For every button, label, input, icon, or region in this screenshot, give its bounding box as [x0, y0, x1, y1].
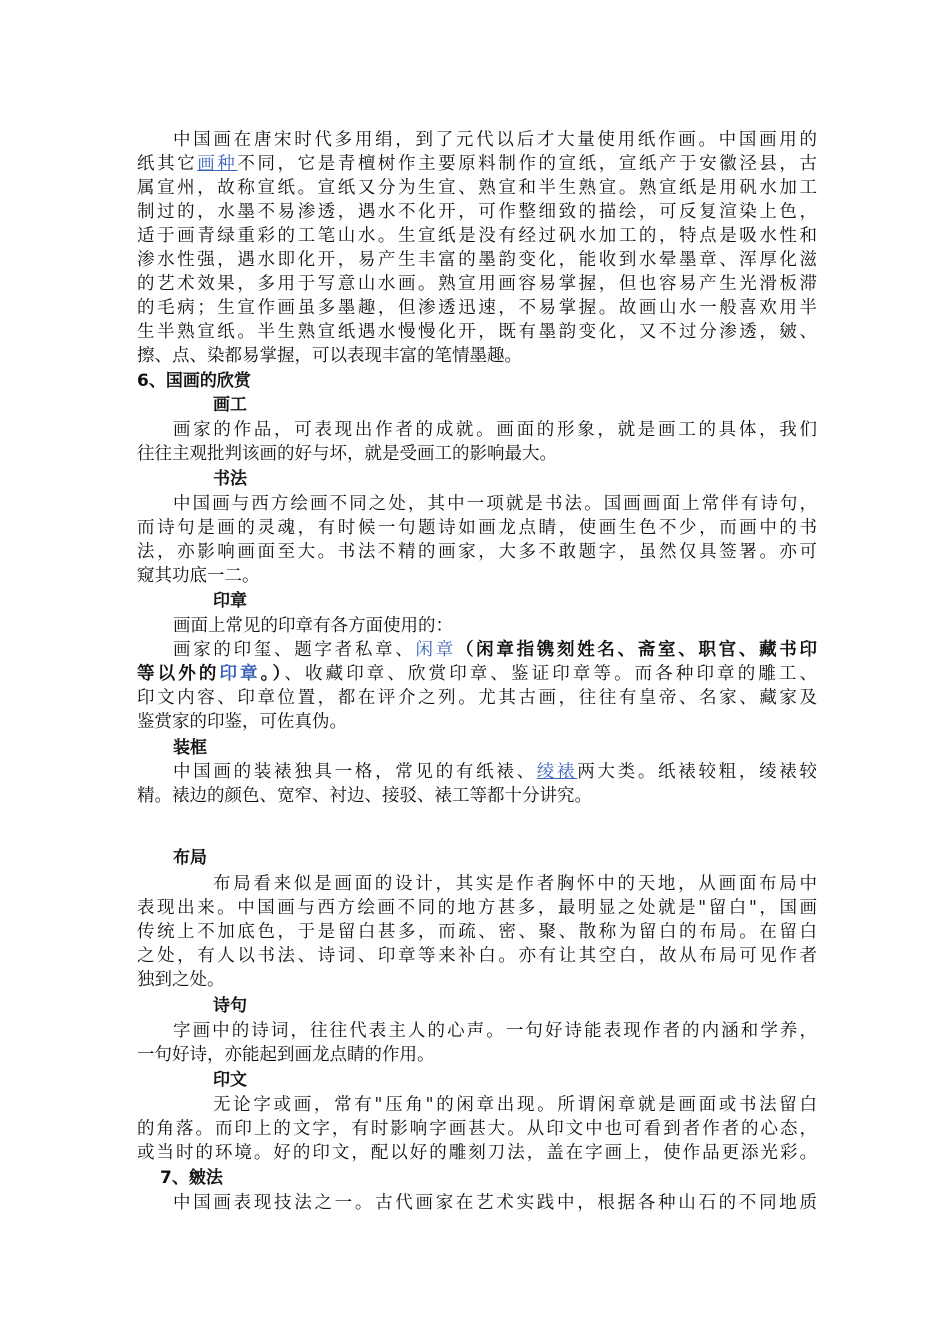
text-line: 渗水性强，遇水即化开，易产生丰富的墨韵变化，能收到水晕墨章、浑厚化滋 [137, 250, 817, 270]
subsection-heading: 书法 [213, 469, 247, 489]
text-line: 传统上不加底色，于是留白甚多，而疏、密、聚、散称为留白的布局。在留白 [137, 922, 817, 942]
link-yinzhang[interactable]: 印章 [219, 664, 261, 684]
text-span: 两大类。纸裱较粗，绫裱较 [577, 762, 817, 782]
text-line: 鉴赏家的印鉴，可佐真伪。 [137, 712, 347, 732]
text-line: 而诗句是画的灵魂，有时候一句题诗如画龙点睛，使画生色不少，而画中的书 [137, 518, 817, 538]
text-line: 的角落。而印上的文字，有时影响字画甚大。从印文中也可看到者作者的心态， [137, 1119, 817, 1139]
text-span: 不同，它是青檀树作主要原料制作的宣纸，宣纸产于安徽泾县，古 [237, 154, 817, 174]
text-line: 无论字或画，常有"压角"的闲章出现。所谓闲章就是画面或书法留白 [213, 1095, 817, 1115]
text-span: 、收藏印章、欣赏印章、鉴证印章等。而各种印章的雕工、 [284, 664, 817, 684]
bold-text: （闲章指镌刻姓名、斋室、职官、藏书印 [455, 640, 817, 660]
subsection-heading: 装框 [173, 738, 207, 758]
text-line: 精。裱边的颜色、宽窄、衬边、接驳、裱工等都十分讲究。 [137, 786, 592, 806]
subsection-heading: 印章 [213, 591, 247, 611]
text-line: 属宣州，故称宣纸。宣纸又分为生宣、熟宣和半生熟宣。熟宣纸是用矾水加工 [137, 178, 817, 198]
text-line: 生半熟宣纸。半生熟宣纸遇水慢慢化开，既有墨韵变化，又不过分渗透，皴、 [137, 322, 817, 342]
bold-text: 。） [260, 664, 285, 684]
text-line: 法，亦影响画面至大。书法不精的画家，大多不敢题字，虽然仅具签署。亦可 [137, 542, 817, 562]
text-span: 中国画的装裱独具一格，常见的有纸裱、 [173, 762, 537, 782]
text-line [137, 152, 817, 176]
link-xianzhang[interactable]: 闲章 [415, 640, 456, 660]
link-lingbiao[interactable]: 绫裱 [536, 762, 578, 782]
section-heading: 6、国画的欣赏 [137, 371, 251, 391]
text-line: 布局看来似是画面的设计，其实是作者胸怀中的天地，从画面布局中 [213, 874, 817, 894]
text-line: 表现出来。中国画与西方绘画不同的地方甚多，最明显之处就是"留白"，国画 [137, 898, 817, 918]
text-line: 往往主观批判该画的好与坏，就是受画工的影响最大。 [137, 444, 557, 464]
text-line: 制过的，水墨不易渗透，遇水不化开，可作整细致的描绘，可反复渲染上色， [137, 202, 817, 222]
text-line: 中国画表现技法之一。古代画家在艺术实践中，根据各种山石的不同地质 [173, 1193, 817, 1213]
text-line: 窥其功底一二。 [137, 566, 260, 586]
subsection-heading: 布局 [173, 848, 207, 868]
text-line: 中国画在唐宋时代多用绢，到了元代以后才大量使用纸作画。中国画用的 [173, 130, 817, 150]
text-line: 独到之处。 [137, 970, 225, 990]
text-line: 的毛病；生宣作画虽多墨趣，但渗透迅速，不易掌握。故画山水一般喜欢用半 [137, 298, 817, 318]
text-line: 画面上常见的印章有各方面使用的： [173, 616, 453, 636]
text-span: 纸其它 [137, 154, 198, 174]
text-span: 画家的印玺、题字者私章、 [173, 640, 416, 660]
subsection-heading: 画工 [213, 395, 247, 415]
bold-text: 等以外的 [137, 664, 220, 684]
text-line: 的艺术效果，多用于写意山水画。熟宣用画容易掌握，但也容易产生光滑板滞 [137, 274, 817, 294]
text-line: 画家的作品，可表现出作者的成就。画面的形象，就是画工的具体，我们 [173, 420, 817, 440]
subsection-heading: 印文 [213, 1070, 247, 1090]
link-huazhong[interactable]: 画种 [197, 154, 238, 174]
text-line [137, 662, 817, 686]
text-line: 适于画青绿重彩的工笔山水。生宣纸是没有经过矾水加工的，特点是吸水性和 [137, 226, 817, 246]
text-line: 擦、点、染都易掌握，可以表现丰富的笔情墨趣。 [137, 346, 522, 366]
text-line: 或当时的环境。好的印文，配以好的雕刻刀法，盖在字画上，使作品更添光彩。 [137, 1143, 817, 1163]
text-line: 字画中的诗词，往往代表主人的心声。一句好诗能表现作者的内涵和学养， [173, 1021, 817, 1041]
subsection-heading: 诗句 [213, 996, 247, 1016]
text-line: 一句好诗，亦能起到画龙点睛的作用。 [137, 1045, 435, 1065]
text-line: 之处，有人以书法、诗词、印章等来补白。亦有让其空白，故从布局可见作者 [137, 946, 817, 966]
text-line [137, 638, 817, 662]
section-heading: 7、皴法 [160, 1168, 223, 1188]
text-line: 中国画与西方绘画不同之处，其中一项就是书法。国画画面上常伴有诗句， [173, 494, 817, 514]
text-line [137, 760, 817, 784]
text-line: 印文内容、印章位置，都在评介之列。尤其古画，往往有皇帝、名家、藏家及 [137, 688, 817, 708]
